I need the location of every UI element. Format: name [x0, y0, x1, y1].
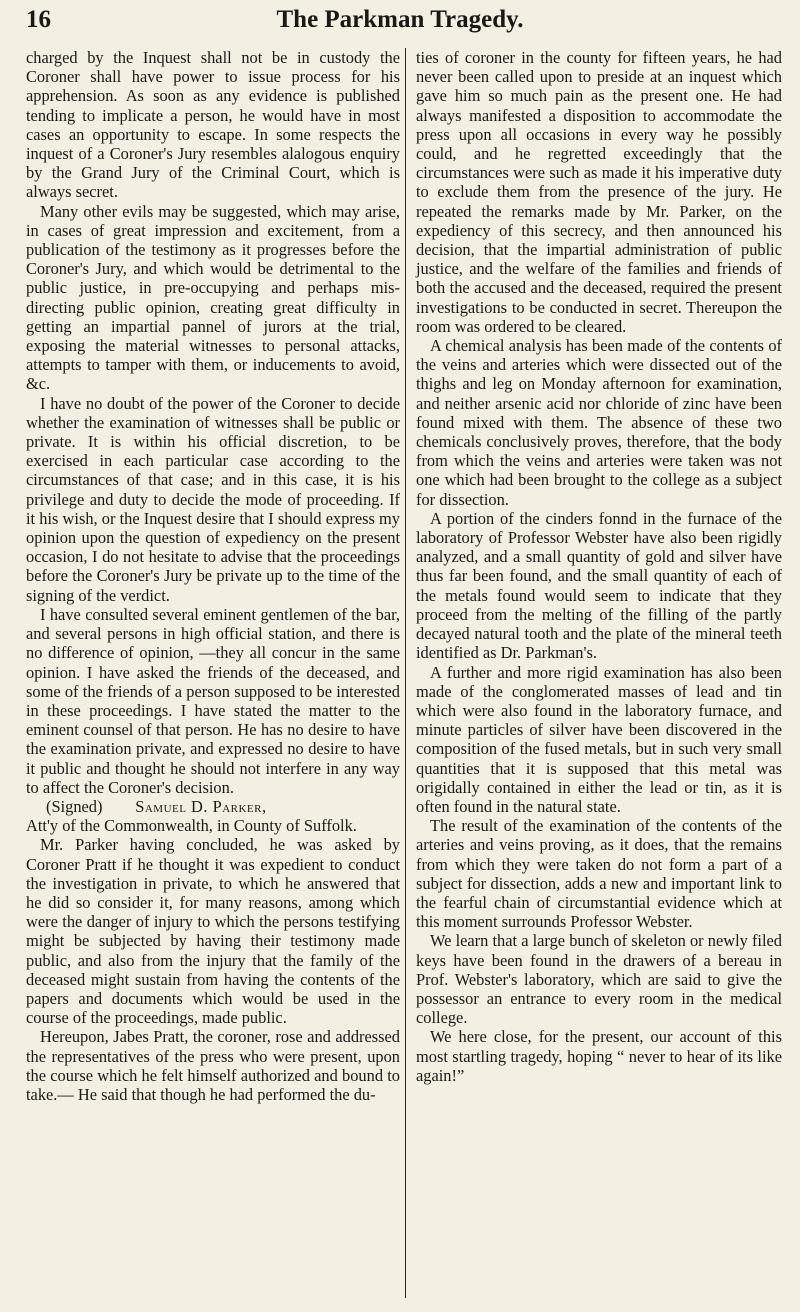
left-column — [26, 48, 400, 1104]
right-paragraph-7: We here close, for the present, our account of this most startling tragedy, hoping “ never to hear of its like again!” — [416, 1027, 782, 1085]
column-divider — [405, 48, 406, 1298]
page-header — [0, 0, 800, 46]
left-paragraph-2: Many other evils may be suggested, which may arise, in cases of great impression and excitement, from a publication of the testimony as it progresses before the Coroner's Jury, and which would be detrimental to the public justice, in pre-occupying and perhaps mis-directing public opinion, creating great difficulty in getting an impartial pannel of jurors at the trial, exposing the material witnesses to personal attacks, attempts to tamper with them, or inducements to avoid, &c. — [26, 201, 400, 394]
signer-title: Att'y of the Commonwealth, in County of Suffolk. — [26, 816, 357, 836]
left-paragraph-4: I have consulted several eminent gentlemen of the bar, and several persons in high official station, and there is no difference of opinion, —they all concur in the same opinion. I have asked the friends of the deceased, and some of the friends of a person supposed to be interested in these proceedings. I have stated the matter to the eminent counsel of that person. He has no desire to have the examination private, and expressed no desire to have it public and thought he should not interfere in any way to affect the Coroner's decision. — [26, 604, 400, 797]
right-paragraph-4: A further and more rigid examination has also been made of the conglomerated masses of lead and tin which were also found in the laboratory furnace, and minute particles of silver have been discovered in the composition of the fused metals, but in such very small quantities that it is supposed that this metal was origidally contained in either the lead or tin, as it is often found in the natural state. — [416, 662, 782, 816]
left-paragraph-6: Hereupon, Jabes Pratt, the coroner, rose and addressed the representatives of the press who were present, upon the course which he felt himself authorized and bound to take.— He said that though he had performed the du- — [26, 1027, 400, 1104]
right-column — [416, 48, 782, 1085]
running-title: The Parkman Tragedy. — [276, 6, 524, 33]
right-paragraph-6: We learn that a large bunch of skeleton or newly filed keys have been found in the drawers of a bereau in Prof. Webster's laboratory, which are said to give the possessor an entrance to every room in the medical college. — [416, 931, 782, 1028]
right-paragraph-1: ties of coroner in the county for fifteen years, he had never been called upon to preside at an inquest which gave him so much pain as the present one. He had always manifested a disposition to accommodate the press upon all occasions in every way he possibly could, and he regretted exceedingly that the circumstances were such as made it his imperative duty to exclude them from the presence of the jury. He repeated the remarks made by Mr. Parker, on the expediency of this secrecy, and then announced his decision, that the impartial administration of public justice, and the welfare of the families and friends of both the accused and the deceased, required the present investigations to be conducted in secret. Thereupon the room was ordered to be cleared. — [416, 48, 782, 336]
right-paragraph-2: A chemical analysis has been made of the contents of the veins and arteries which were dissected out of the thighs and leg on Monday afternoon for examination, and neither arsenic acid nor chloride of zinc have been found mixed with them. The absence of these two chemicals conclusively proves, therefore, that the body from which the veins and arteries were taken was not one which had been brought to the college as a subject for dissection. — [416, 336, 782, 509]
left-paragraph-5: Mr. Parker having concluded, he was asked by Coroner Pratt if he thought it was expedient to conduct the investigation in private, to which he answered that he did so consider it, for many reasons, among which were the danger of injury to which the persons testifying might be subjected by having their testimony made public, and also from the injury that the family of the deceased might sustain from having the contents of the papers and documents which would be used in the course of the proceedings, made public. — [26, 835, 400, 1028]
left-paragraph-3: I have no doubt of the power of the Coroner to decide whether the examination of witnesses shall be public or private. It is within his official discretion, to be exercised in each particular case according to the circumstances of that case; and in this case, it is his privilege and duty to decide the mode of proceeding. If it his wish, or the Inquest desire that I should express my opinion upon the question of expediency on the present occasion, I do not hesitate to advise that the proceedings before the Coroner's Jury be private up to the time of the signing of the verdict. — [26, 393, 400, 605]
page-number: 16 — [26, 6, 51, 33]
right-paragraph-5: The result of the examination of the contents of the arteries and veins proving, as it does, that the remains from which they were taken do not form a part of a subject for dissection, adds a new and important link to the fearful chain of circumstantial evidence which at this moment surrounds Professor Webster. — [416, 816, 782, 932]
signature-line — [26, 797, 400, 816]
signer-name: Samuel D. Parker, — [135, 796, 267, 816]
left-paragraph-1: charged by the Inquest shall not be in custody the Coroner shall have power to issue process for his apprehension. As soon as any evidence is published tending to implicate a person, he would have in most cases an opportunity to escape. In some respects the inquest of a Coroner's Jury resembles alalogous enquiry by the Grand Jury of the Criminal Court, which is always secret. — [26, 48, 400, 202]
right-paragraph-3: A portion of the cinders fonnd in the furnace of the laboratory of Professor Webster have also been rigidly analyzed, and a small quantity of gold and silver have thus far been found, and the small quantity of each of the metals found would seem to indicate that they proceed from the melting of the filling of the partly decayed natural tooth and the plate of the mineral teeth identified as Dr. Parkman's. — [416, 508, 782, 663]
signed-label: (Signed) — [46, 796, 103, 816]
